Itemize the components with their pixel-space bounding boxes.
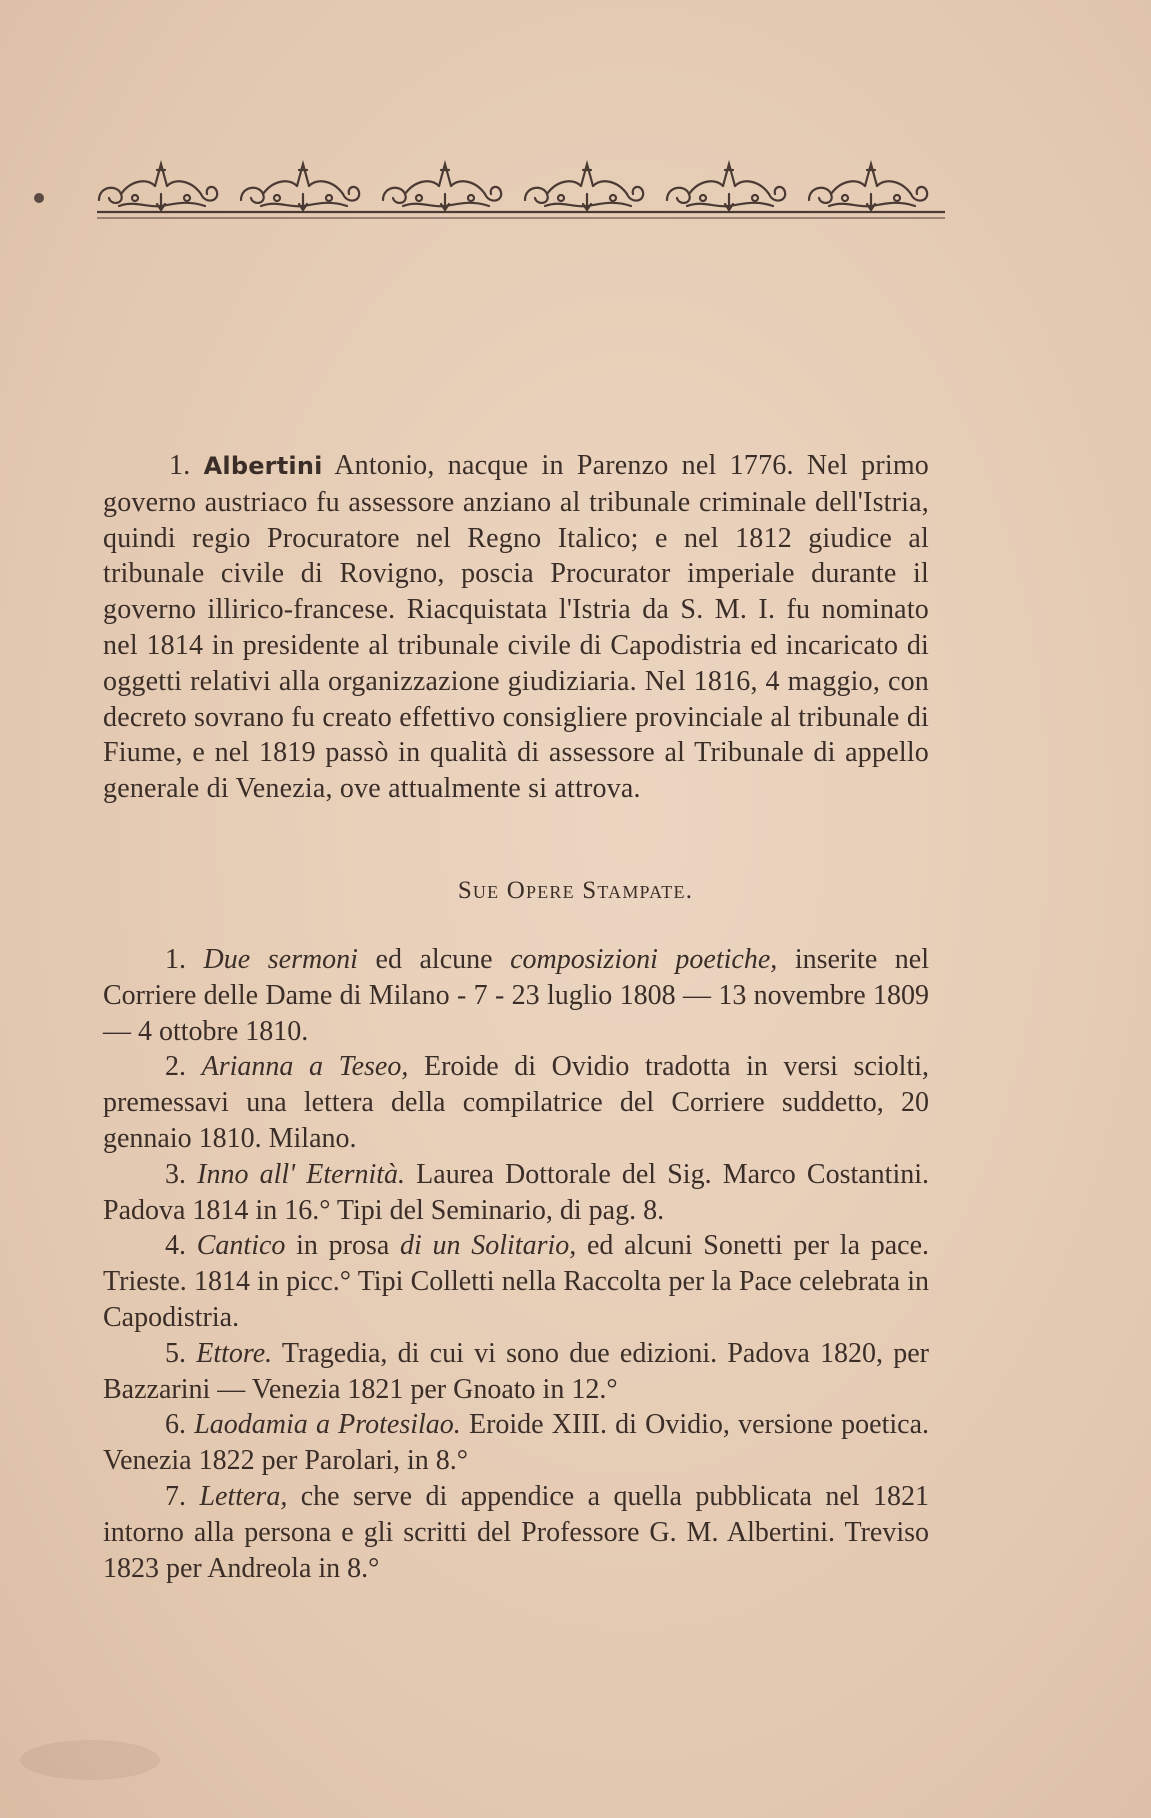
work-item (103, 1157, 929, 1229)
work-text: Eroide di Ovidio tradotta in versi sciolti, premessavi una lettera della compilatrice del Corriere suddetto, 20 gennaio 1810. Milano. (103, 1051, 929, 1154)
biography-entry (103, 448, 929, 807)
work-text: ed alcune (357, 944, 511, 975)
work-text: Laurea Dottorale del Sig. Marco Costantini. Padova 1814 in 16.° Tipi del Seminario, di pag. 8. (103, 1158, 930, 1226)
work-item (103, 1479, 929, 1586)
work-item (103, 1228, 929, 1335)
work-number: 2. (165, 1051, 186, 1083)
scroll-ornament-icon (95, 150, 947, 222)
entry-surname: Albertini (203, 452, 323, 480)
work-text: Eroide XIII. di Ovidio, versione poetica. Venezia 1822 per Parolari, in 8.° (103, 1409, 930, 1477)
work-title-secondary: composizioni poetiche, (510, 944, 778, 975)
work-item (103, 1336, 929, 1408)
work-item (103, 942, 929, 1049)
ink-dot (34, 193, 44, 203)
paper-stain (20, 1740, 160, 1780)
work-title: Cantico (196, 1230, 286, 1262)
biography-paragraph (103, 448, 929, 807)
work-number: 7. (165, 1480, 186, 1512)
biography-text: Antonio, nacque in Parenzo nel 1776. Nel primo governo austriaco fu assessore anziano al tribunale criminale dell'Istria, quindi regio Procuratore nel Regno Italico; e nel 1812 giudice al tribunale civile di Rovigno, poscia Procurator imperiale durante il governo illirico-francese. Riacquistata l'Istria da S. M. I. fu nominato nel 1814 in presidente al tribunale civile di Capodistria ed incaricato di oggetti relativi alla organizzazione giudiziaria. Nel 1816, 4 maggio, con decreto sovrano fu creato effettivo consigliere provinciale al tribunale di Fiume, e nel 1819 passò in qualità di assessore al Tribunale di appello generale di Venezia, ove attualmente si attrova. (103, 450, 930, 805)
work-number: 1. (165, 944, 186, 975)
work-item (103, 1407, 929, 1479)
work-number: 5. (165, 1337, 186, 1369)
work-number: 3. (165, 1158, 186, 1190)
works-list (103, 942, 929, 1586)
work-title: Ettore. (196, 1337, 273, 1369)
work-title-secondary: di un Solitario, (400, 1230, 577, 1262)
work-text: Tragedia, di cui vi sono due edizioni. Padova 1820, per Bazzarini — Venezia 1821 per Gnoato in 12.° (103, 1337, 929, 1405)
work-text: ed alcuni Sonetti per la pace. Trieste. 1814 in picc.° Tipi Colletti nella Raccolta per la Pace celebrata in Capodistria. (103, 1230, 930, 1333)
work-text: che serve di appendice a quella pubblicata nel 1821 intorno alla persona e gli scritti del Professore G. M. Albertini. Treviso 1823 per Andreola in 8.° (103, 1480, 930, 1584)
section-heading: Sue Opere Stampate. (457, 877, 694, 904)
work-title: Due sermoni (203, 944, 358, 975)
work-text: inserite nel Corriere delle Dame di Milano - 7 - 23 luglio 1808 — 13 novembre 1809 — 4 ottobre 1810. (103, 944, 929, 1047)
work-number: 6. (165, 1409, 186, 1441)
work-title: Lettera, (199, 1480, 288, 1512)
entry-number: 1. (169, 450, 191, 481)
work-number: 4. (165, 1230, 186, 1262)
work-title: Laodamia a Protesilao. (194, 1409, 461, 1441)
work-title: Inno all' Eternità. (197, 1158, 406, 1190)
work-text: in prosa (285, 1230, 401, 1262)
work-title: Arianna a Teseo, (201, 1051, 409, 1083)
work-item (103, 1049, 929, 1156)
